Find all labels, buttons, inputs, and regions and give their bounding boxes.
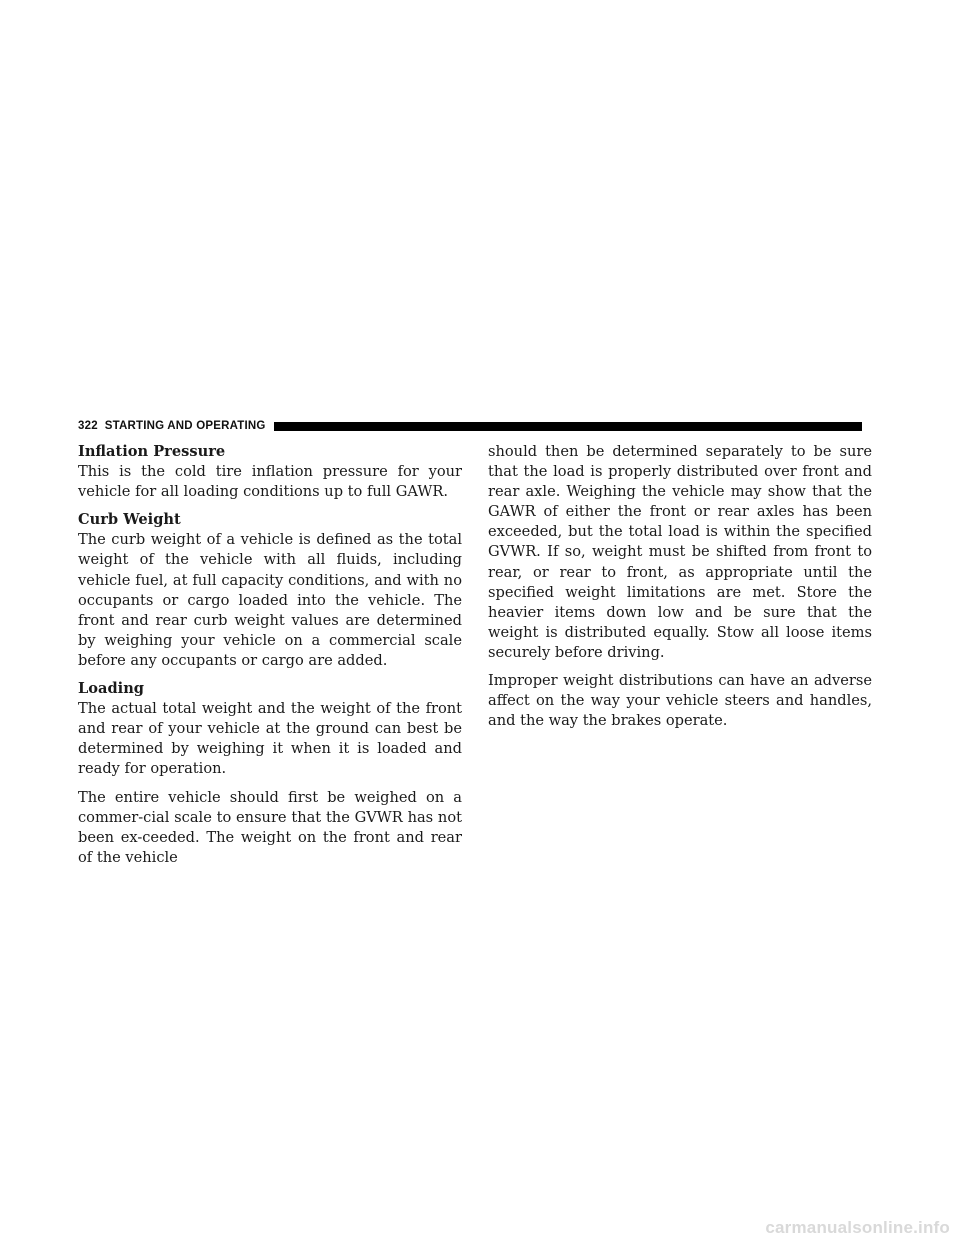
- left-column: [78, 442, 462, 868]
- inflation-pressure-text: This is the cold tire inflation pressure for your vehicle for all loading conditions up to full GAWR.: [78, 463, 462, 501]
- improper-distribution-text: Improper weight distributions can have an adverse affect on the way your vehicle steers and handles, and the way the brakes operate.: [488, 672, 872, 730]
- section-title: STARTING AND OPERATING: [104, 420, 266, 432]
- curb-weight-heading: Curb Weight: [78, 511, 181, 529]
- weight-distribution-text: should then be determined separately to be sure that the load is properly distributed over front and rear axle. Weighing the vehicle may show that the GAWR of either the front or rear axles has been exceeded, but the total load is within the specified GVWR. If so, weight must be shifted from front to rear, or rear to front, as appropriate until the specified weight limitations are met. Store the heavier items down low and be sure that the weight is distributed equally. Stow all loose items securely before driving.: [488, 443, 872, 661]
- curb-weight-text: The curb weight of a vehicle is defined as the total weight of the vehicle with all fluids, including vehicle fuel, at full capacity conditions, and with no occupants or cargo loaded into the vehicle. The front and rear curb weight values are determined by weighing your vehicle on a commercial scale before any occupants or cargo are added.: [78, 531, 462, 669]
- site-watermark: carmanualsonline.info: [765, 1218, 950, 1237]
- loading-heading: Loading: [78, 680, 145, 698]
- loading-text-2: The entire vehicle should first be weighed on a commer-cial scale to ensure that the GVWR has not been ex-ceeded. The weight on the front and rear of the vehicle: [78, 788, 462, 866]
- inflation-pressure-heading: Inflation Pressure: [78, 443, 226, 460]
- page-header: [78, 419, 862, 433]
- page-number: 322: [78, 420, 98, 432]
- loading-text-1: The actual total weight and the weight of the front and rear of your vehicle at the ground can best be determined by weighing it when it is loaded and ready for operation.: [78, 700, 462, 778]
- right-column: [488, 442, 872, 731]
- header-rule: [274, 422, 862, 431]
